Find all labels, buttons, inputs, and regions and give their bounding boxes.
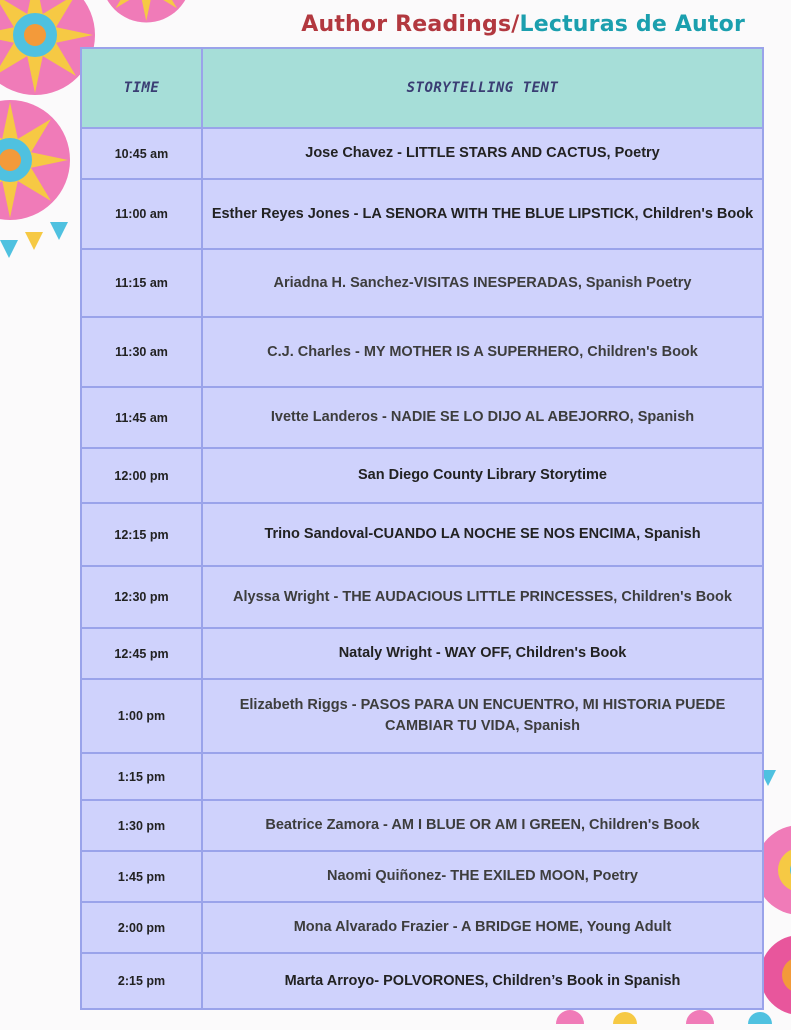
reading-cell: Beatrice Zamora - AM I BLUE OR AM I GREEN, Children's Book <box>202 800 763 851</box>
reading-cell: C.J. Charles - MY MOTHER IS A SUPERHERO, Children's Book <box>202 317 763 387</box>
table-row <box>81 628 763 679</box>
table-header-row <box>81 48 763 128</box>
reading-cell: Esther Reyes Jones - LA SENORA WITH THE BLUE LIPSTICK, Children's Book <box>202 179 763 249</box>
reading-cell: Nataly Wright - WAY OFF, Children's Book <box>202 628 763 679</box>
time-cell: 2:00 pm <box>81 902 202 953</box>
time-cell: 1:45 pm <box>81 851 202 902</box>
table-row <box>81 753 763 800</box>
time-column-header <box>81 48 202 128</box>
time-cell: 1:00 pm <box>81 679 202 753</box>
title-english: Author Readings/ <box>301 12 520 37</box>
reading-cell: Naomi Quiñonez- THE EXILED MOON, Poetry <box>202 851 763 902</box>
reading-cell: Marta Arroyo- POLVORONES, Children’s Book in Spanish <box>202 953 763 1009</box>
table-row <box>81 387 763 448</box>
table-row <box>81 503 763 566</box>
medallion-decoration-bottom-icon <box>530 1008 791 1024</box>
time-cell: 12:30 pm <box>81 566 202 628</box>
reading-cell: Elizabeth Riggs - PASOS PARA UN ENCUENTRO, MI HISTORIA PUEDE CAMBIAR TU VIDA, Spanish <box>202 679 763 753</box>
time-cell: 12:45 pm <box>81 628 202 679</box>
time-cell: 10:45 am <box>81 128 202 179</box>
reading-cell: Alyssa Wright - THE AUDACIOUS LITTLE PRINCESSES, Children's Book <box>202 566 763 628</box>
reading-cell: Mona Alvarado Frazier - A BRIDGE HOME, Young Adult <box>202 902 763 953</box>
reading-cell: Trino Sandoval-CUANDO LA NOCHE SE NOS ENCIMA, Spanish <box>202 503 763 566</box>
table-row <box>81 679 763 753</box>
venue-column-header <box>202 48 763 128</box>
time-cell: 12:15 pm <box>81 503 202 566</box>
venue-header-label: STORYTELLING TENT <box>406 80 559 96</box>
schedule-table <box>80 47 764 1010</box>
time-cell: 11:30 am <box>81 317 202 387</box>
page-title <box>301 12 745 37</box>
time-cell: 1:30 pm <box>81 800 202 851</box>
time-header-label: TIME <box>123 80 160 96</box>
table-row <box>81 128 763 179</box>
table-row <box>81 317 763 387</box>
time-cell: 1:15 pm <box>81 753 202 800</box>
time-cell: 11:15 am <box>81 249 202 317</box>
title-spanish: Lecturas de Autor <box>519 12 745 37</box>
reading-cell: Ivette Landeros - NADIE SE LO DIJO AL ABEJORRO, Spanish <box>202 387 763 448</box>
time-cell: 12:00 pm <box>81 448 202 503</box>
reading-cell: Jose Chavez - LITTLE STARS AND CACTUS, Poetry <box>202 128 763 179</box>
table-row <box>81 566 763 628</box>
time-cell: 2:15 pm <box>81 953 202 1009</box>
table-row <box>81 953 763 1009</box>
table-row <box>81 902 763 953</box>
table-row <box>81 179 763 249</box>
reading-cell <box>202 753 763 800</box>
reading-cell: Ariadna H. Sanchez-VISITAS INESPERADAS, Spanish Poetry <box>202 249 763 317</box>
table-row <box>81 851 763 902</box>
time-cell: 11:45 am <box>81 387 202 448</box>
table-row <box>81 249 763 317</box>
table-row <box>81 448 763 503</box>
reading-cell: San Diego County Library Storytime <box>202 448 763 503</box>
time-cell: 11:00 am <box>81 179 202 249</box>
table-row <box>81 800 763 851</box>
